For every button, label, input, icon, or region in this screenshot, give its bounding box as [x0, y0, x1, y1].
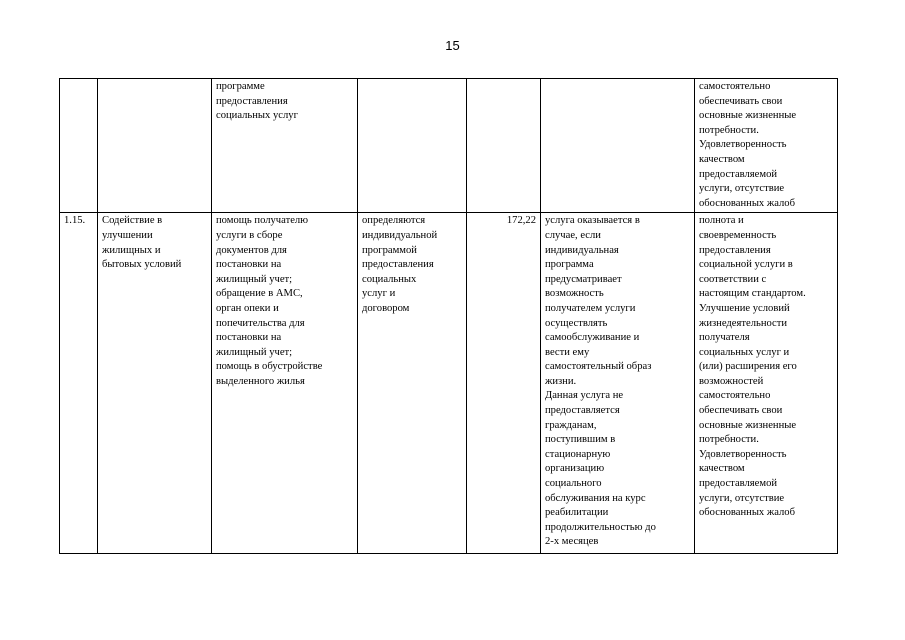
cell-text-line: потребности.	[699, 434, 759, 446]
cell-text-line: реабилитации	[545, 507, 609, 519]
table-row	[60, 79, 838, 213]
cell-text-line: социальных услуг и	[699, 346, 790, 358]
cell-text-line: программе	[216, 81, 265, 92]
cell-text-line: помощь в обустройстве	[216, 361, 323, 373]
cell-text-line: программой	[362, 244, 417, 256]
cell-text-line: обеспечивать свои	[699, 405, 783, 417]
cell-text-line: услуга оказывается в	[545, 215, 640, 227]
cell-text-line: поступившим в	[545, 434, 616, 446]
cell-text-line: постановки на	[216, 259, 282, 271]
cell-text-line: обоснованных жалоб	[699, 507, 795, 519]
cell-service-content	[212, 79, 358, 213]
cell-text-line: самостоятельно	[699, 390, 771, 402]
services-table	[59, 78, 838, 554]
cell-text-line: самообслуживание и	[545, 332, 640, 344]
cell-text-line: возможностей	[699, 375, 764, 387]
cell-text-line: жизни.	[545, 375, 577, 387]
table-row	[60, 213, 838, 554]
cell-text-line: качеством	[699, 153, 745, 165]
cell-text-line: постановки на	[216, 332, 282, 344]
cell-text-line: программа	[545, 259, 594, 271]
cell-text-line: обслуживания на курс	[545, 492, 646, 504]
cell-text-line: возможность	[545, 288, 604, 300]
cell-conditions	[541, 79, 695, 213]
cell-text-line: Удовлетворенность	[699, 139, 787, 151]
cell-text-line: предоставления	[362, 259, 434, 271]
cell-service-volume	[358, 79, 467, 213]
cell-text-line: документов для	[216, 244, 287, 256]
cell-service-name	[98, 79, 212, 213]
cell-text-line: улучшении	[102, 229, 153, 241]
cell-text-line: самостоятельный образ	[545, 361, 652, 373]
cell-text-line: качеством	[699, 463, 745, 475]
cell-number: 1.15.	[60, 213, 98, 554]
cell-text-line: выделенного жилья	[216, 375, 305, 387]
cell-text-line: помощь получателю	[216, 215, 309, 227]
cell-text-line: получателем услуги	[545, 302, 636, 314]
cell-text-line: индивидуальной	[362, 229, 438, 241]
cell-text-line: получателя	[699, 332, 750, 344]
cell-text-line: определяются	[362, 215, 426, 227]
cell-text-line: услуги, отсутствие	[699, 492, 785, 504]
cell-quality-indicators	[695, 213, 838, 554]
cell-service-volume	[358, 213, 467, 554]
cell-text-line: индивидуальная	[545, 244, 619, 256]
cell-conditions	[541, 213, 695, 554]
cell-text-line: осуществлять	[545, 317, 608, 329]
cell-text-line: услуг и	[362, 288, 396, 300]
cell-text-line: обоснованных жалоб	[699, 197, 795, 209]
cell-text-line: социальной услуги в	[699, 259, 793, 271]
cell-text-line: полнота и	[699, 215, 744, 227]
cell-text-line: стационарную	[545, 448, 611, 460]
cell-text-line: потребности.	[699, 124, 759, 136]
cell-text-line: Содействие в	[102, 215, 163, 227]
cell-text-line: (или) расширения его	[699, 361, 797, 373]
cell-text-line: Удовлетворенность	[699, 448, 787, 460]
cell-service-content	[212, 213, 358, 554]
cell-text-line: жилищных и	[102, 244, 161, 256]
cell-text-line: самостоятельно	[699, 81, 771, 92]
cell-text-line: предоставляемой	[699, 168, 778, 180]
cell-text-line: социального	[545, 478, 602, 490]
cell-text-line: Данная услуга не	[545, 390, 624, 402]
cell-text-line: Улучшение условий	[699, 302, 790, 314]
cell-text-line: обеспечивать свои	[699, 95, 783, 107]
cell-text-line: соответствии с	[699, 273, 767, 285]
cell-text-line: услуги в сборе	[216, 229, 283, 241]
cell-text-line: жизнедеятельности	[699, 317, 788, 329]
cell-text-line: вести ему	[545, 346, 590, 358]
cell-number	[60, 79, 98, 213]
cell-text-line: основные жизненные	[699, 419, 797, 431]
cell-quality-indicators	[695, 79, 838, 213]
cell-text-line: попечительства для	[216, 317, 305, 329]
cell-text-line: договором	[362, 302, 410, 314]
cell-price	[467, 79, 541, 213]
cell-text-line: предоставления	[699, 244, 771, 256]
cell-text-line: предоставления	[216, 95, 288, 107]
cell-text-line: бытовых условий	[102, 259, 182, 271]
cell-text-line: обращение в АМС,	[216, 288, 303, 300]
cell-text-line: орган опеки и	[216, 302, 279, 314]
cell-text-line: предусматривает	[545, 273, 622, 285]
cell-price: 172,22	[467, 213, 541, 554]
cell-text-line: предоставляется	[545, 405, 620, 417]
cell-text-line: организацию	[545, 463, 605, 475]
cell-text-line: гражданам,	[545, 419, 597, 431]
cell-text-line: социальных услуг	[216, 110, 298, 122]
cell-text-line: услуги, отсутствие	[699, 183, 785, 195]
cell-text-line: настоящим стандартом.	[699, 288, 806, 300]
cell-text-line: предоставляемой	[699, 478, 778, 490]
cell-text-line: жилищный учет;	[216, 346, 293, 358]
cell-text-line: социальных	[362, 273, 417, 285]
cell-text-line: случае, если	[545, 229, 601, 241]
cell-text-line: жилищный учет;	[216, 273, 293, 285]
cell-service-name	[98, 213, 212, 554]
cell-text-line: 2-х месяцев	[545, 536, 599, 548]
cell-text-line: продолжительностью до	[545, 521, 656, 533]
cell-text-line: своевременность	[699, 229, 777, 241]
cell-text-line: основные жизненные	[699, 110, 797, 122]
page-number: 15	[445, 38, 460, 53]
